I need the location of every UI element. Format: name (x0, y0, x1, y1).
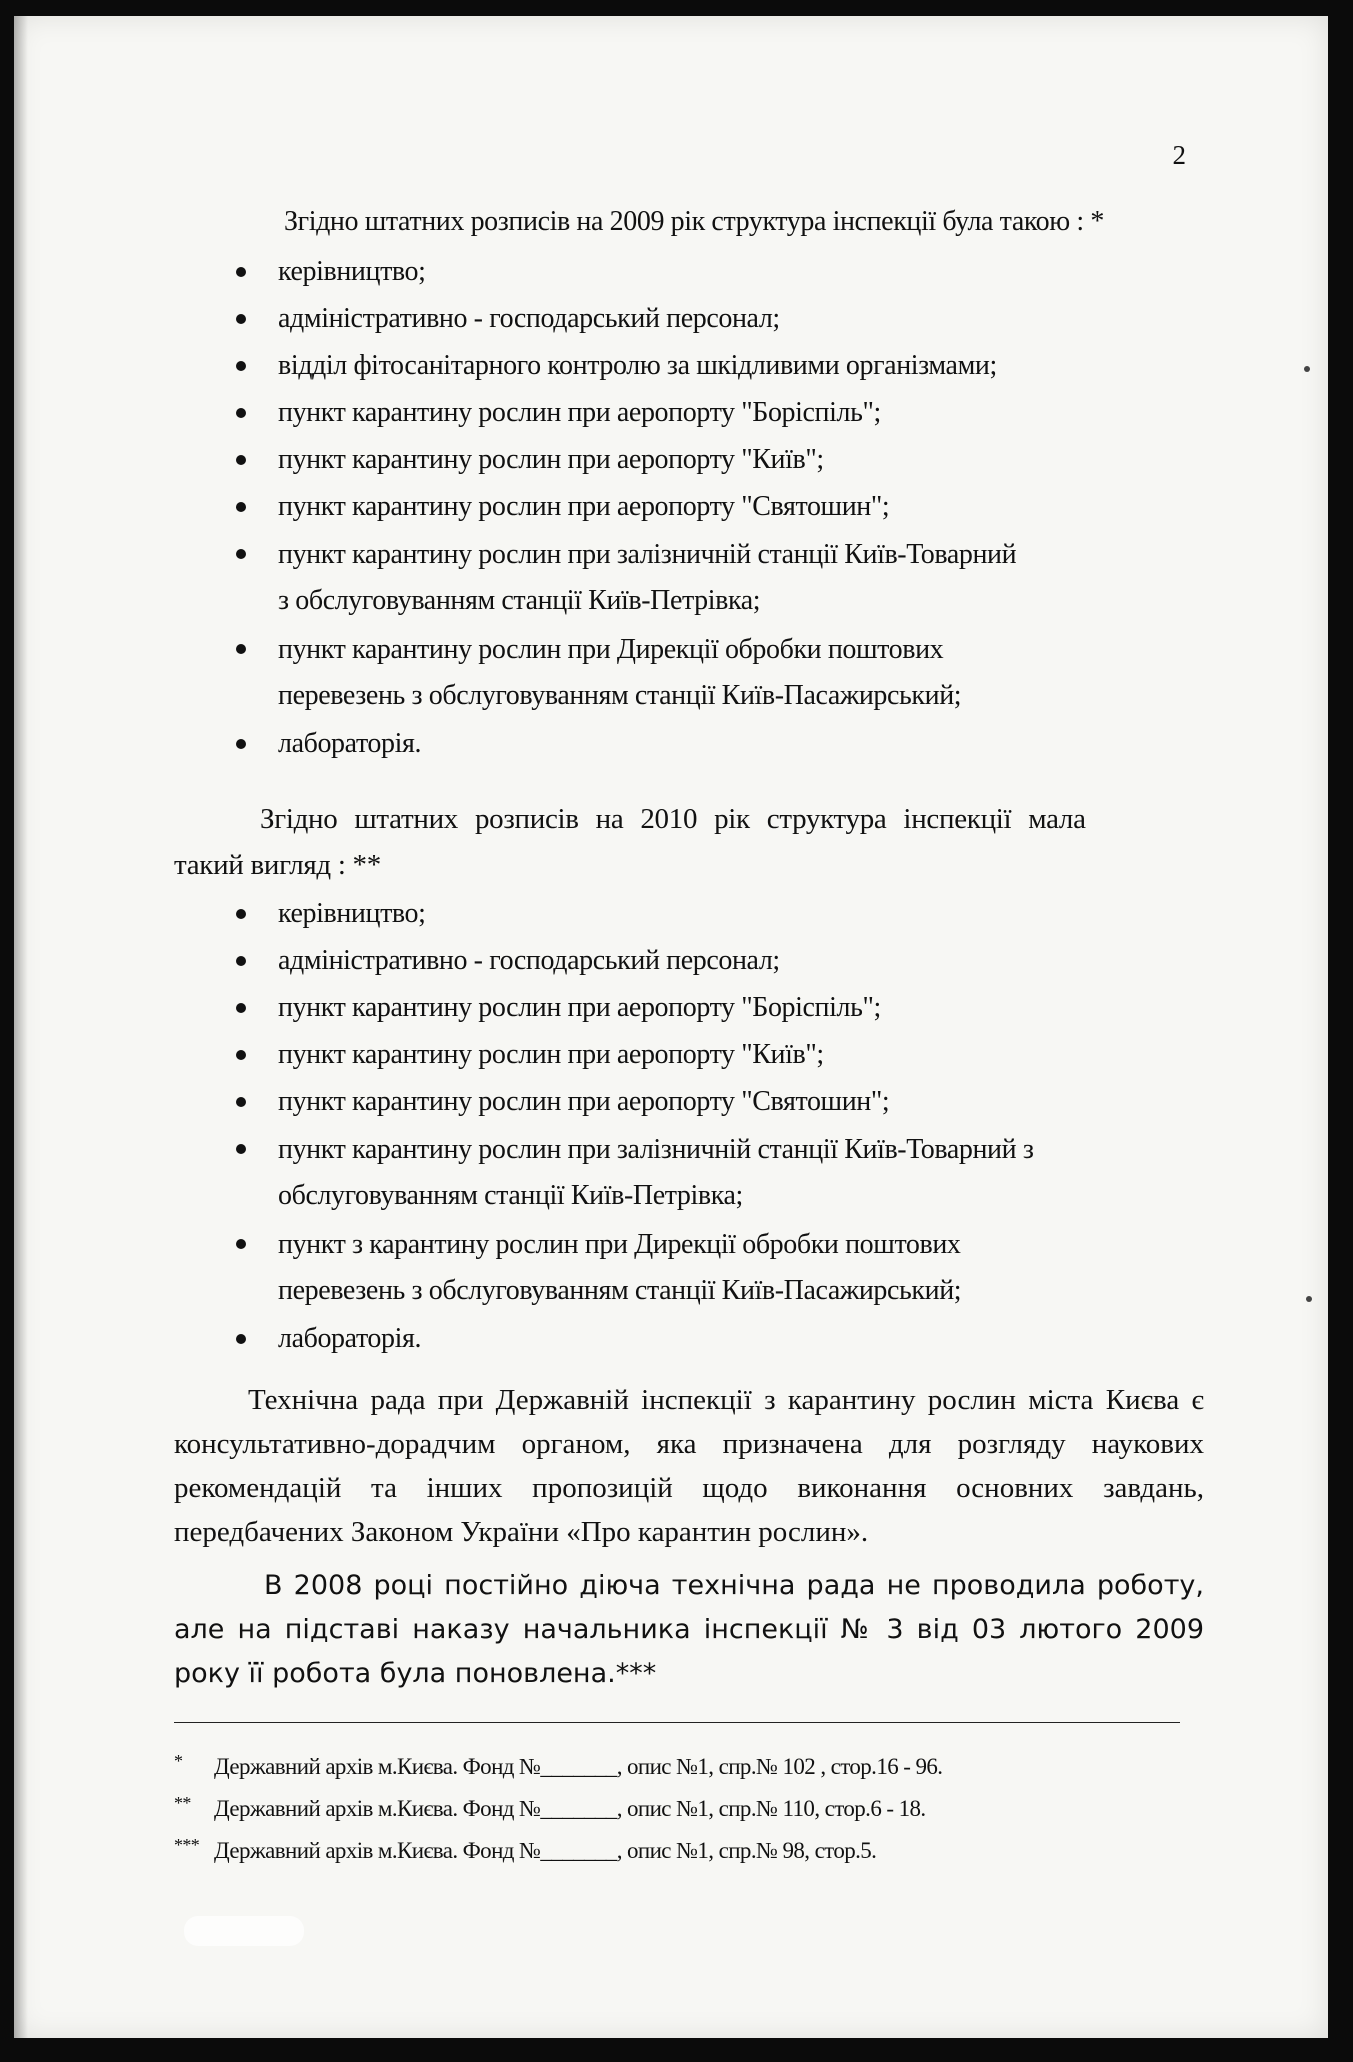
bullet-icon (236, 1334, 246, 1344)
bullet-icon (236, 1144, 246, 1154)
bullet-icon (236, 1239, 246, 1249)
bullet-icon (236, 1097, 246, 1107)
board-2008-paragraph (174, 1564, 1204, 1696)
intro-2010 (174, 796, 1134, 888)
page-number: 2 (1172, 140, 1186, 170)
list-item (214, 1317, 1214, 1361)
list-item-text: пункт карантину рослин при аеропорту "Святошин"; (278, 1086, 890, 1117)
list-item-text: пункт карантину рослин при залізничній станції Київ-Товарний з обслуговуванням станції Київ-Петрівка; (278, 1134, 1034, 1211)
list-item-text: пункт карантину рослин при Дирекції обробки поштових перевезень з обслуговуванням станції Київ-Пасажирський; (278, 634, 962, 711)
bullet-icon (236, 739, 246, 749)
footnote-text: Державний архів м.Києва. Фонд №_______, опис №1, спр.№ 110, стор.6 - 18. (214, 1796, 926, 1821)
list-item (214, 939, 1214, 983)
list-item-text: пункт карантину рослин при залізничній станції Київ-Товарний з обслуговуванням станції Київ-Петрівка; (278, 539, 1017, 616)
list-item-text: пункт з карантину рослин при Дирекції обробки поштових перевезень з обслуговуванням станції Київ-Пасажирський; (278, 1229, 962, 1306)
list-item-text: адміністративно - господарський персонал; (278, 945, 780, 976)
list-item (214, 250, 1214, 294)
footnote-text: Державний архів м.Києва. Фонд №_______, опис №1, спр.№ 102 , стор.16 - 96. (214, 1754, 943, 1779)
list-item-text: відділ фітосанітарного контролю за шкідливими організмами; (278, 350, 997, 381)
list-item-text: пункт карантину рослин при аеропорту "Київ"; (278, 1039, 824, 1070)
paper-speck (1306, 1296, 1312, 1302)
bullet-icon (236, 361, 246, 371)
list-item (214, 344, 1214, 388)
structure-list-2009 (214, 250, 1214, 769)
bullet-icon (236, 455, 246, 465)
footnotes (174, 1746, 1174, 1872)
footnote-mark: ** (174, 1793, 191, 1813)
bullet-icon (236, 408, 246, 418)
list-item-text: керівництво; (278, 256, 426, 287)
bullet-icon (236, 549, 246, 559)
intro-2009: Згідно штатних розписів на 2009 рік структура інспекції була такою : * (284, 206, 1104, 237)
document-page (14, 16, 1328, 2038)
list-item-text: пункт карантину рослин при аеропорту "Боріспіль"; (278, 992, 881, 1023)
bullet-icon (236, 644, 246, 654)
bullet-icon (236, 956, 246, 966)
intro-2010-line1: Згідно штатних розписів на 2010 рік структура інспекції мала (260, 803, 1086, 835)
board-2008-text: В 2008 році постійно діюча технічна рада не проводила роботу, але на підставі наказу начальника інспекції № 3 від 03 лютого 2009 року її робота була поновлена.*** (174, 1570, 1204, 1689)
structure-list-2010 (214, 892, 1214, 1364)
bullet-icon (236, 267, 246, 277)
footnote (174, 1830, 1174, 1872)
list-item-text: лабораторія. (278, 728, 422, 759)
list-item (214, 1033, 1214, 1077)
list-item (214, 1080, 1214, 1124)
list-item-text: пункт карантину рослин при аеропорту "Київ"; (278, 444, 824, 475)
list-item-text: лабораторія. (278, 1323, 422, 1354)
list-item-text: пункт карантину рослин при аеропорту "Боріспіль"; (278, 397, 881, 428)
list-item (214, 297, 1214, 341)
bullet-icon (236, 502, 246, 512)
bullet-icon (236, 1003, 246, 1013)
list-item (214, 532, 1214, 624)
bullet-icon (236, 314, 246, 324)
list-item (214, 1222, 1214, 1314)
list-item (214, 485, 1214, 529)
list-item (214, 986, 1214, 1030)
footnote (174, 1746, 1174, 1788)
list-item (214, 438, 1214, 482)
footnote (174, 1788, 1174, 1830)
list-item (214, 391, 1214, 435)
footnote-divider (174, 1722, 1180, 1723)
list-item (214, 722, 1214, 766)
tech-council-text: Технічна рада при Державній інспекції з карантину рослин міста Києва є консультативно-дорадчим органом, яка призначена для розгляду наукових рекомендацій та інших пропозицій щодо виконання основних завдань, передбачених Законом України «Про карантин рослин». (174, 1384, 1204, 1548)
footnote-mark: * (174, 1751, 183, 1771)
footnote-text: Державний архів м.Києва. Фонд №_______, опис №1, спр.№ 98, стор.5. (214, 1838, 877, 1863)
list-item-text: пункт карантину рослин при аеропорту "Святошин"; (278, 491, 890, 522)
list-item (214, 627, 1214, 719)
list-item (214, 1127, 1214, 1219)
footnote-mark: *** (174, 1835, 200, 1855)
list-item-text: адміністративно - господарський персонал; (278, 303, 780, 334)
bullet-icon (236, 1050, 246, 1060)
list-item (214, 892, 1214, 936)
list-item-text: керівництво; (278, 898, 426, 929)
bullet-icon (236, 909, 246, 919)
tech-council-paragraph (174, 1378, 1204, 1554)
paper-speck (1304, 366, 1310, 372)
paper-smudge (184, 1916, 304, 1946)
intro-2010-line2: такий вигляд : ** (174, 849, 381, 881)
